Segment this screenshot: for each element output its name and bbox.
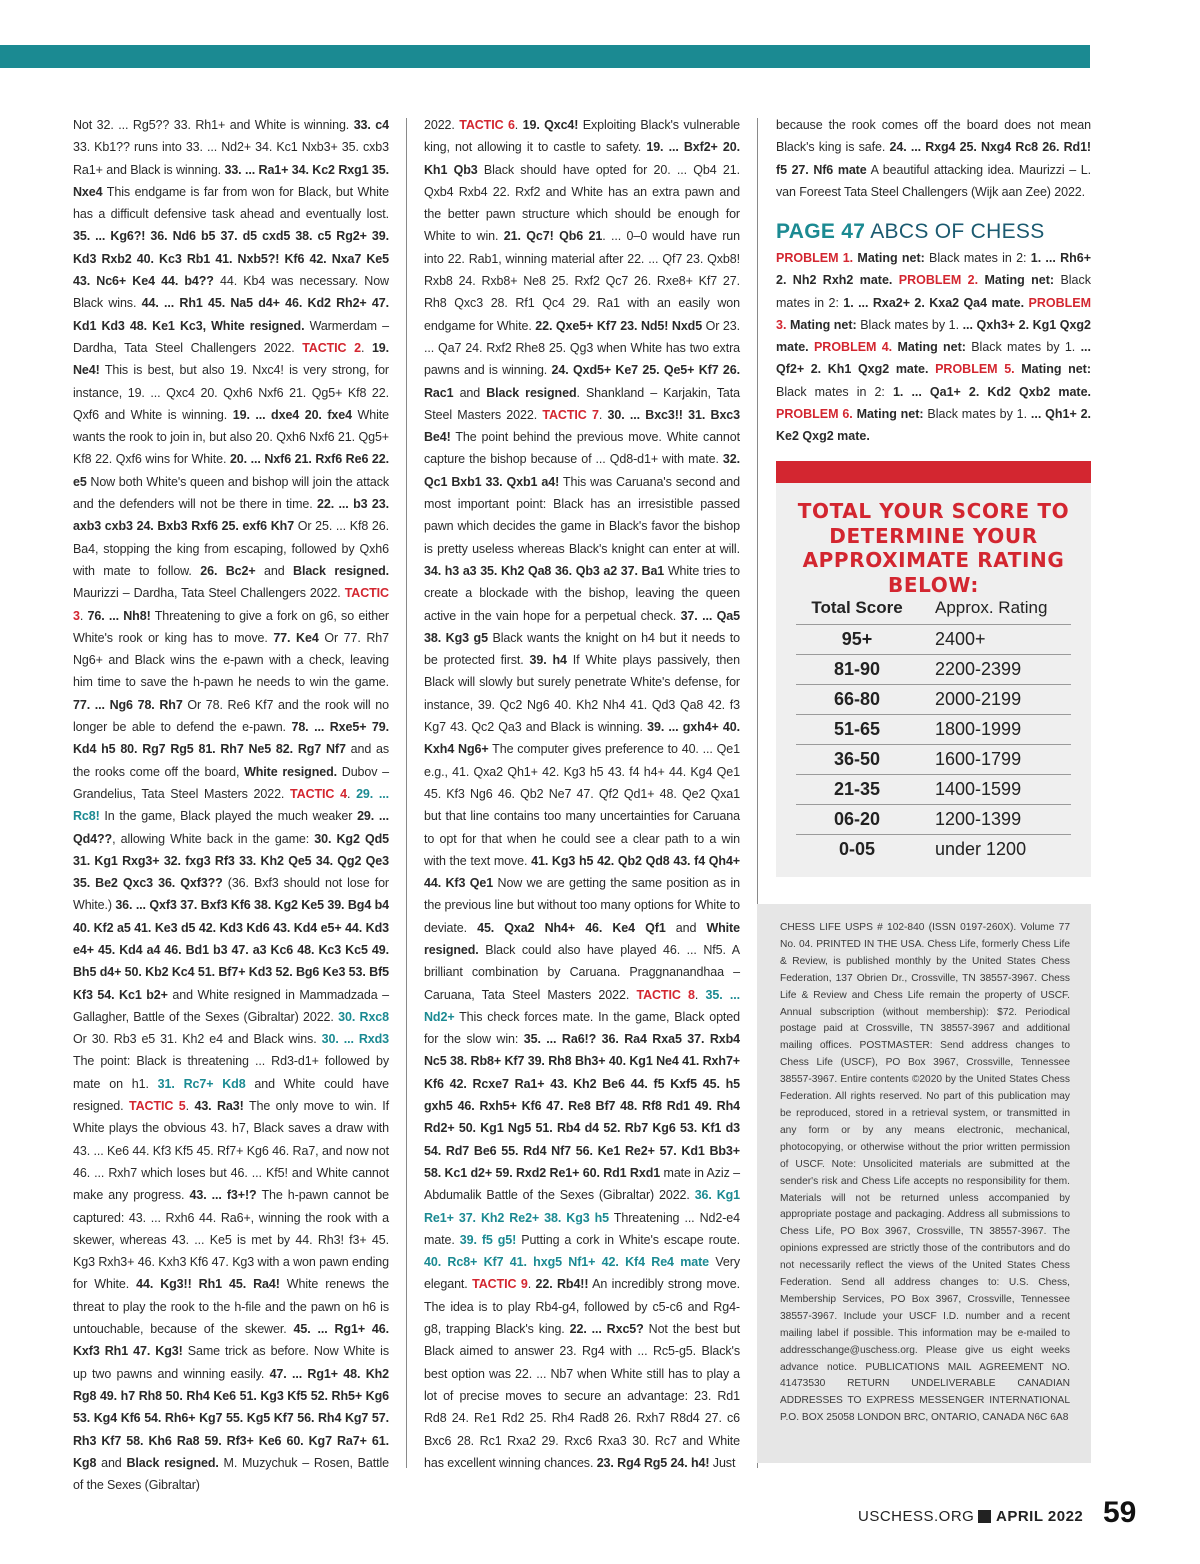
text-run: An incredibly strong move. The idea is to play Rb4-g4, followed by c5-c6 and Rg4-g8, trapping Black's king. bbox=[424, 1277, 741, 1337]
rating-range: 1600-1799 bbox=[918, 745, 1071, 775]
score-row bbox=[796, 655, 1071, 685]
text-run: White resigned. bbox=[424, 920, 740, 957]
text-run: White tries to create a blockade with the bishop, leaving the queen active in the vain hope for a perpetual check. bbox=[424, 563, 740, 623]
text-run: If White plays passively, then Black will slowly but surely penetrate White's defense, for instance, 39. Qc2 Ng6 40. Kh2 Nh4 41. Qd3 Qa8 42. f3 Kg7 43. Qc2 Qa3 and Black is winning. bbox=[424, 653, 740, 735]
rating-range: 1800-1999 bbox=[918, 715, 1071, 745]
text-run: 22. Qxe5+ Kf7 23. Nd5! Nxd5 bbox=[535, 318, 703, 333]
text-run: 19. ... dxe4 20. fxe4 bbox=[232, 407, 352, 422]
text-run: Not 32. ... Rg5?? 33. Rh1+ and White is winning. bbox=[73, 118, 354, 132]
text-run: TACTIC 6 bbox=[459, 118, 515, 132]
text-run: 37. ... Qa5 38. Kg3 g5 bbox=[424, 608, 740, 645]
text-run: mate in Aziz – Abdumalik Battle of the Sexes (Gibraltar) 2022. bbox=[424, 1165, 740, 1203]
score-box-red-bar bbox=[776, 461, 1091, 483]
text-run: ... Qh1+ 2. Ke2 Qxg2 mate. bbox=[776, 407, 1091, 444]
text-run: Mating net: bbox=[978, 273, 1055, 288]
text-run: 22. ... b3 23. axb3 cxb3 24. Bxb3 Rxf6 25. exf6 Kh7 bbox=[73, 497, 389, 534]
score-range: 0-05 bbox=[796, 835, 918, 865]
score-row bbox=[796, 685, 1071, 715]
text-run: M. Muzychuk – Rosen, Battle of the Sexes (Gibraltar) bbox=[73, 1455, 389, 1493]
rating-range: 2400+ bbox=[918, 625, 1071, 655]
column-1-text bbox=[73, 114, 389, 1496]
footer-square-icon bbox=[978, 1510, 991, 1523]
score-range: 21-35 bbox=[796, 775, 918, 805]
text-run: 39. ... gxh4+ 40. Kxh4 Ng6+ bbox=[424, 720, 740, 757]
text-run: 30. Rxc8 bbox=[338, 1009, 389, 1024]
text-run: Black mates in 2: bbox=[776, 384, 893, 399]
text-run: 31. Rc7+ Kd8 bbox=[157, 1076, 246, 1091]
text-run: PROBLEM 2. bbox=[898, 273, 979, 288]
score-row bbox=[796, 805, 1071, 835]
score-table-header bbox=[796, 597, 1071, 625]
text-run: 44. Kg3!! Rh1 45. Ra4! bbox=[136, 1277, 280, 1292]
text-run: 29. ... Qd4?? bbox=[73, 809, 389, 846]
rating-range: 2200-2399 bbox=[918, 655, 1071, 685]
text-run: . bbox=[527, 1277, 536, 1292]
abcs-heading bbox=[776, 220, 1045, 244]
text-run: 36. ... Qxf3 37. Bxf3 Kf6 38. Kg2 Ke5 39. Bg4 b4 40. Kf2 a5 41. Ke3 d5 42. Kd3 Kd6 43. Kd4 e5+ 44. Kd3 e4+ 45. Kd4 a4 46. Bd1 b3 47. a3 Kc6 48. Kc3 Kc5 49. Bh5 d4+ 50. Kb2 Kc4 51. Bf7+ Kd3 52. Bg6 Ke3 53. Bf5 Kf3 54. Kc1 b2+ bbox=[73, 898, 389, 1002]
text-run: 1. ... Rh6+ 2. Nh2 Rxh2 mate. bbox=[776, 251, 1091, 288]
score-range: 51-65 bbox=[796, 715, 918, 745]
text-run: The only move to win. If White plays the obvious 43. h7, Black saves a draw with 43. ... Ke6 44. Kf3 Kf5 45. Rf7+ Kg6 46. Ra7, and now not 46. ... Rxh7 which loses but 46. ... Kf5! and White cannot make any progress. bbox=[73, 1099, 389, 1203]
score-range: 95+ bbox=[796, 625, 918, 655]
text-run: Same trick as before. Now White is up two pawns and winning easily. bbox=[73, 1344, 389, 1381]
text-run: 45. Qxa2 Nh4+ 46. Ke4 Qf1 bbox=[477, 920, 666, 935]
text-run: 24. Qxd5+ Ke7 25. Qe5+ Kf7 26. Rac1 bbox=[424, 363, 740, 400]
score-range: 06-20 bbox=[796, 805, 918, 835]
text-run: . ... 0–0 would have run into 22. Rab1, winning material after 22. ... Qf7 23. Qxb8! Rxb8 24. Rxb8+ Ne8 25. Rxf2 Qc7 26. Rxe8+ Kf7 27. Rh8 Qxc3 28. Rf1 Qc4 29. Ra1 with an easily won endgame for White. bbox=[424, 229, 740, 333]
text-run: . bbox=[79, 608, 88, 623]
text-run: Exploiting Black's vulnerable king, not allowing it to castle to safety. bbox=[424, 118, 741, 155]
text-run: Black resigned. bbox=[126, 1455, 219, 1470]
text-run: and bbox=[453, 385, 487, 400]
score-rating-box bbox=[776, 461, 1091, 877]
article-column-3 bbox=[776, 114, 1091, 203]
text-run: Threatening ... Nd2-e4 mate. bbox=[424, 1210, 740, 1247]
text-run: 35. ... Ra6!? 36. Ra4 Rxa5 37. Rxb4 Nc5 38. Rb8+ Kf7 39. Rh8 Bh3+ 40. Kg1 Ne4 41. Rxh7+ Kf6 42. Rcxe7 Ra1+ 43. Kh2 Be6 44. f5 Kxf5 45. h5 gxh5 46. Rxh5+ Kf6 47. Re8 Bf7 48. Rf8 Rd1 49. Rh4 Rd2+ 50. Kg1 Ng5 51. Rb4 d4 52. Rb7 Kg6 53. Kf1 d3 54. Rd7 Be6 55. Rd4 Nf7 56. Ke1 Re2+ 57. Kd1 Bb3+ 58. Kc1 d2+ 59. Rxd2 Re1+ 60. Rd1 Rxd1 bbox=[424, 1032, 741, 1180]
text-run: Dubov – Grandelius, Tata Steel Masters 2022. bbox=[73, 764, 390, 801]
text-run: PROBLEM 5. bbox=[935, 362, 1015, 377]
text-run: The computer gives preference to 40. ... Qe1 e.g., 41. Qxa2 Qh1+ 42. Kg3 h5 43. f4 h4+ 44. Kg4 Qe1 45. Kf3 Ng6 46. Qb2 Ne7 47. Qf2 Qd1+ 48. Qe2 Qxa1 but that line contains too many uncertainties for Caruana to opt for that when he could see a clear path to a win with the text move. bbox=[424, 742, 740, 868]
text-run: TACTIC 2 bbox=[302, 340, 361, 355]
column-divider-1 bbox=[406, 118, 407, 1468]
text-run: White resigned. bbox=[244, 764, 338, 779]
rating-range: 1200-1399 bbox=[918, 805, 1071, 835]
text-run: Mating net: bbox=[786, 317, 857, 332]
text-run: . bbox=[346, 786, 357, 801]
text-run: 77. Ke4 bbox=[273, 630, 319, 645]
text-run: . bbox=[694, 987, 706, 1002]
score-column-header: Total Score bbox=[811, 598, 903, 617]
text-run: 77. ... Ng6 78. Rh7 bbox=[73, 697, 183, 712]
score-row bbox=[796, 715, 1071, 745]
text-run: Just bbox=[709, 1455, 736, 1470]
text-run: 76. ... Nh8! bbox=[87, 608, 151, 623]
text-run: . bbox=[185, 1099, 195, 1114]
rating-column-header: Approx. Rating bbox=[935, 598, 1048, 617]
text-run: 43. ... f3+!? bbox=[189, 1188, 257, 1203]
text-run: 23. Rg4 Rg5 24. h4! bbox=[596, 1455, 710, 1470]
text-run: 44. ... Rh1 45. Na5 d4+ 46. Kd2 Rh2+ 47. Kd1 Kd3 48. Ke1 Kc3, White resigned. bbox=[73, 296, 389, 333]
page-number: 59 bbox=[1103, 1496, 1137, 1529]
text-run: Or 77. Rh7 Ng6+ and Black wins the e-pawn with a check, leaving him time to save the h-pawn he needs to win the game. bbox=[73, 630, 389, 690]
text-run: Now we are getting the same position as in the previous line but without too many options for White to deviate. bbox=[424, 876, 741, 935]
score-range: 36-50 bbox=[796, 745, 918, 775]
text-run: 19. Qxc4! bbox=[522, 118, 579, 132]
text-run: White wants the rook to join in, but also 20. Qxh6 Nxf6 21. Qg5+ Kf8 22. Qxf6 wins for White. bbox=[73, 407, 390, 467]
text-run: and as the rooks come off the board, bbox=[73, 742, 389, 779]
text-run: because the rook comes off the board does not mean Black's king is safe. bbox=[776, 118, 1091, 155]
text-run: Warmerdam – Dardha, Tata Steel Challengers 2022. bbox=[73, 318, 389, 355]
text-run: Very elegant. bbox=[424, 1255, 740, 1292]
text-run: 20. ... Nxf6 21. Rxf6 Re6 22. e5 bbox=[73, 452, 390, 489]
text-run: TACTIC 8 bbox=[636, 987, 695, 1002]
text-run: Black mates by 1. bbox=[923, 407, 1031, 422]
header-accent-bar bbox=[0, 45, 1090, 68]
text-run: (36. Bxf3 should not lose for White.) bbox=[73, 876, 389, 913]
text-run: 44. Kb4 was necessary. Now Black wins. bbox=[73, 274, 389, 311]
text-run: The point: Black is threatening ... Rd3-d1+ followed by mate on h1. bbox=[73, 1054, 389, 1091]
text-run: 2022. bbox=[424, 118, 460, 132]
text-run: and White resigned in Mammadzada – Gallagher, Battle of the Sexes (Gibraltar) 2022. bbox=[73, 987, 389, 1024]
text-run: Black mates by 1. bbox=[965, 340, 1081, 355]
text-run: Or 25. ... Kf8 26. Ba4, stopping the king from escaping, followed by Qxh6 with mate to follow. bbox=[73, 519, 389, 578]
text-run: Or 23. ... Qa7 24. Rxf2 Rhe8 25. Qg3 when White has two extra pawns and is winning. bbox=[424, 318, 740, 378]
text-run: 33. c4 bbox=[353, 118, 390, 132]
text-run: 30. ... Bxc3!! 31. Bxc3 Be4! bbox=[424, 407, 741, 445]
text-run: The point behind the previous move. White cannot capture the bishop because of ... Qd8-d1+ with mate. bbox=[424, 430, 740, 467]
text-run: Black mates in 2: bbox=[776, 273, 1092, 310]
text-run: 19. Ne4! bbox=[73, 340, 390, 378]
text-run: Black resigned bbox=[486, 385, 577, 400]
footer-date: APRIL 2022 bbox=[996, 1508, 1084, 1525]
score-rating-table bbox=[796, 597, 1071, 864]
text-run: TACTIC 4 bbox=[290, 786, 347, 801]
text-run: White renews the threat to play the rook to the h-file and the pawn on h6 is untouchable, because of the skewer. bbox=[73, 1277, 390, 1337]
text-run: . bbox=[514, 118, 523, 132]
text-run: A beautiful attacking idea. Maurizzi – L. van Foreest Tata Steel Challengers (Wijk aan Zee) 2022. bbox=[776, 162, 1092, 199]
text-run: PROBLEM 1. bbox=[776, 251, 854, 265]
text-run: 78. ... Rxe5+ 79. Kd4 h5 80. Rg7 Rg5 81. Rh7 Ne5 82. Rg7 Nf7 bbox=[73, 720, 389, 757]
abcs-title: ABCS OF CHESS bbox=[870, 220, 1045, 243]
text-run: 26. Bc2+ bbox=[200, 563, 256, 578]
text-run: and bbox=[665, 920, 707, 935]
score-range: 81-90 bbox=[796, 655, 918, 685]
score-row bbox=[796, 625, 1071, 655]
colophon-text: CHESS LIFE USPS # 102-840 (ISSN 0197-260X). Volume 77 No. 04. PRINTED IN THE USA. Chess Life, formerly Chess Life & Review, is published monthly by the United States Chess Federation, 137 Obrien Dr., Crossville, TN 38557-3967. Chess Life & Review and Chess Life remain the property of USCF. Annual subscription (without membership): $72. Periodical postage paid at Crossville, TN 38557-3967 and additional mailing offices. POSTMASTER: Send address changes to Chess Life (USCF), PO Box 3967, Crossville, Tennessee 38557-3967. Entire contents ©2020 by the United States Chess Federation. All rights reserved. No part of this publication may be reproduced, stored in a retrieval system, or transmitted in any form or by any means electronic, mechanical, photocopying, or otherwise without the prior written permission of USCF. Note: Unsolicited materials are submitted at the sender's risk and Chess Life accepts no responsibility for them. Materials will not be returned unless accompanied by appropriate postage and packaging. Address all submissions to Chess Life, PO Box 3967, Crossville, TN 38557-3967. The opinions expressed are strictly those of the contributors and do not necessarily reflect the views of the United States Chess Federation. Send all address changes to: U.S. Chess, Membership Services, PO Box 3967, Crossville, Tennessee 38557-3967. Include your USCF I.D. number and a recent mailing label if possible. This information may be e-mailed to addresschange@uschess.org. Please give us eight weeks advance notice. PUBLICATIONS MAIL AGREEMENT NO. 41473530 RETURN UNDELIVERABLE CANADIAN ADDRESSES TO EXPRESS MESSENGER INTERNATIONAL P.O. BOX 25058 LONDON BRC, ONTARIO, CANADA N6C 6A8 bbox=[780, 922, 1070, 1424]
text-run: 1. ... Qa1+ 2. Kd2 Qxb2 mate. bbox=[892, 384, 1091, 399]
text-run: Now both White's queen and bishop will join the attack and the defenders will not be there in time. bbox=[73, 474, 389, 512]
text-run: , allowing White back in the game: bbox=[112, 831, 315, 846]
score-box-title: TOTAL YOUR SCORE TO DETERMINE YOUR APPROXIMATE RATING BELOW: bbox=[797, 499, 1070, 597]
text-run: Or 78. Re6 Kf7 and the rook will no longer be able to defend the e-pawn. bbox=[73, 697, 389, 735]
score-row bbox=[796, 835, 1071, 865]
text-run: 30. Kg2 Qd5 31. Kg1 Rxg3+ 32. fxg3 Rf3 33. Kh2 Qe5 34. Qg2 Qe3 35. Be2 Qxc3 36. Qxf3?? bbox=[73, 831, 389, 891]
text-run: . Shankland – Karjakin, Tata Steel Masters 2022. bbox=[424, 385, 740, 422]
text-run: 22. Rb4!! bbox=[535, 1277, 589, 1292]
text-run: PROBLEM 3. bbox=[776, 295, 1091, 332]
rating-range: 2000-2199 bbox=[918, 685, 1071, 715]
text-run: In the game, Black played the much weaker bbox=[99, 809, 358, 824]
text-run: 35. ... Kg6?! 36. Nd6 b5 37. d5 cxd5 38. c5 Rg2+ 39. Kd3 Rxb2 40. Kc3 Rb1 41. Nxb5?! Kf6 42. Nxa7 Ke5 43. Nc6+ Ke4 44. b4?? bbox=[73, 229, 389, 289]
rating-range: 1400-1599 bbox=[918, 775, 1071, 805]
text-run: TACTIC 5 bbox=[129, 1099, 186, 1114]
text-run: and bbox=[96, 1455, 127, 1470]
text-run: 24. ... Rxg4 25. Nxg4 Rc8 26. Rd1! f5 27. Nf6 mate bbox=[776, 140, 1091, 177]
article-column-2 bbox=[424, 114, 740, 1474]
text-run: The h-pawn cannot be captured: 43. ... Rxh6 44. Ra6+, winning the rook with a skewer, whereas 43. ... Ke5 is met by 44. Rh3! f3+ 45. Kg3 Rxh3+ 46. Kxh3 Kf6 47. Kg3 with a won pawn ending for White. bbox=[73, 1188, 389, 1292]
text-run: Mating net: bbox=[852, 407, 924, 422]
text-run: This is best, but also 19. Nxc4! is very strong, for instance, 19. ... Qxc4 20. Qxh6 Nxf6 21. Qg5+ Kf8 22. Qxf6 and White is winning. bbox=[73, 363, 389, 422]
text-run: 40. Rc8+ Kf7 41. hxg5 Nf1+ 42. Kf4 Re4 mate bbox=[424, 1255, 710, 1270]
text-run: 32. Qc1 Bxb1 33. Qxb1 a4! bbox=[424, 452, 740, 489]
text-run: This check forces mate. In the game, Black opted for the slow win: bbox=[424, 1009, 740, 1047]
text-run: Putting a cork in White's escape route. bbox=[516, 1232, 740, 1247]
rating-range: under 1200 bbox=[918, 835, 1071, 865]
text-run: ... Qxh3+ 2. Kg1 Qxg2 mate. bbox=[776, 317, 1091, 355]
text-run: . bbox=[360, 340, 372, 355]
text-run: and bbox=[255, 563, 294, 578]
article-column-1 bbox=[73, 114, 389, 1496]
abcs-solutions-text bbox=[776, 247, 1091, 448]
text-run: Black mates in 2: bbox=[924, 251, 1031, 265]
text-run: Black wants the knight on h4 but it needs to be protected first. bbox=[424, 630, 740, 668]
text-run: 34. h3 a3 35. Kh2 Qa8 36. Qb3 a2 37. Ba1 bbox=[424, 563, 665, 578]
text-run: ... Qf2+ 2. Kh1 Qxg2 mate. bbox=[776, 340, 1091, 377]
text-run: Black resigned. bbox=[293, 563, 389, 578]
text-run: 36. Kg1 Re1+ 37. Kh2 Re2+ 38. Kg3 h5 bbox=[424, 1188, 741, 1225]
text-run: 33. Kb1?? runs into 33. ... Nd2+ 34. Kc1 Nxb3+ 35. cxb3 Ra1+ and Black is winning. bbox=[73, 140, 389, 177]
score-range: 66-80 bbox=[796, 685, 918, 715]
text-run: 29. ... Rc8! bbox=[73, 786, 389, 824]
text-run: Black should have opted for 20. ... Qb4 21. Qxb4 Rxb4 22. Rxf2 and White has an extra pawn and the better pawn structure which should be enough for White to win. bbox=[424, 162, 740, 244]
text-run: and White could have resigned. bbox=[73, 1076, 389, 1114]
score-row bbox=[796, 775, 1071, 805]
text-run: 1. ... Rxa2+ 2. Kxa2 Qa4 mate. bbox=[843, 295, 1025, 310]
column-3-text bbox=[776, 114, 1091, 203]
text-run: 47. ... Rg1+ 48. Kh2 Rg8 49. h7 Rh8 50. Rh4 Ke6 51. Kg3 Kf5 52. Rh5+ Kg6 53. Kg4 Kf6 54. Rh6+ Kg7 55. Kg5 Kf7 56. Rh4 Kg7 57. Rh3 Kf7 58. Kh6 Ra8 59. Rf3+ Ke6 60. Kg7 Ra7+ 61. Kg8 bbox=[73, 1366, 390, 1470]
text-run: Black could also have played 46. ... Nf5. A brilliant combination by Caruana. Praggnanandhaa – Caruana, Tata Steel Masters 2022. bbox=[424, 942, 740, 1002]
text-run: 21. Qc7! Qb6 21 bbox=[503, 229, 603, 244]
text-run: TACTIC 9 bbox=[472, 1277, 528, 1292]
text-run: 22. ... Rxc5? bbox=[569, 1322, 644, 1337]
text-run: Black mates by 1. bbox=[856, 317, 963, 332]
text-run: . bbox=[598, 407, 608, 422]
text-run: 39. f5 g5! bbox=[459, 1232, 517, 1247]
text-run: Mating net: bbox=[892, 340, 966, 355]
text-run: 19. ... Bxf2+ 20. Kh1 Qb3 bbox=[424, 140, 740, 177]
text-run: Mating net: bbox=[853, 251, 925, 265]
column-2-text bbox=[424, 114, 740, 1474]
text-run: This endgame is far from won for Black, but White has a difficult defensive task ahead and eventually lost. bbox=[73, 184, 389, 222]
text-run: 39. h4 bbox=[529, 653, 567, 668]
abcs-solutions bbox=[776, 247, 1091, 448]
text-run: TACTIC 7 bbox=[542, 407, 599, 422]
text-run: Threatening to give a fork on g6, so either White's rook or king has to move. bbox=[73, 608, 389, 645]
text-run: Not the best but Black aimed to answer 23. Rg4 with ... Rc5-g5. Black's best option was 22. ... Nb7 when White still has to play a lot of precise moves to secure an advantage: 23. Rd1 Rd8 24. Re1 Rd2 25. Rh4 Rad8 26. Rxh7 R8d4 27. c6 Bxc6 28. Rc1 Rxa2 29. Rxc6 Rxa3 30. Rc7 and White has excellent winning chances. bbox=[424, 1322, 740, 1470]
abcs-page-label: PAGE 47 bbox=[776, 220, 866, 243]
text-run: 35. ... Nd2+ bbox=[424, 987, 740, 1024]
text-run: PROBLEM 6. bbox=[776, 407, 853, 422]
text-run: 41. Kg3 h5 42. Qb2 Qd8 43. f4 Qh4+ 44. Kf3 Qe1 bbox=[424, 853, 741, 891]
text-run: 30. ... Rxd3 bbox=[321, 1032, 390, 1047]
footer-site: USCHESS.ORG bbox=[858, 1508, 975, 1525]
text-run: 43. Ra3! bbox=[194, 1099, 244, 1114]
text-run: This was Caruana's second and most important point: Black has an irresistible passed pawn which decides the game in Black's favor the bishop is pretty useless whereas Black's knight can enter at will. bbox=[424, 474, 740, 556]
text-run: TACTIC 3 bbox=[73, 586, 389, 623]
text-run: Mating net: bbox=[1014, 362, 1092, 377]
text-run: Or 30. Rb3 e5 31. Kh2 e4 and Black wins. bbox=[73, 1032, 322, 1047]
score-row bbox=[796, 745, 1071, 775]
text-run: Maurizzi – Dardha, Tata Steel Challengers 2022. bbox=[73, 586, 345, 601]
text-run: 45. ... Rg1+ 46. Kxf3 Rh1 47. Kg3! bbox=[73, 1322, 390, 1359]
text-run: 33. ... Ra1+ 34. Kc2 Rxg1 35. Nxe4 bbox=[73, 162, 389, 199]
colophon-box bbox=[757, 904, 1091, 1463]
text-run: PROBLEM 4. bbox=[813, 340, 893, 355]
